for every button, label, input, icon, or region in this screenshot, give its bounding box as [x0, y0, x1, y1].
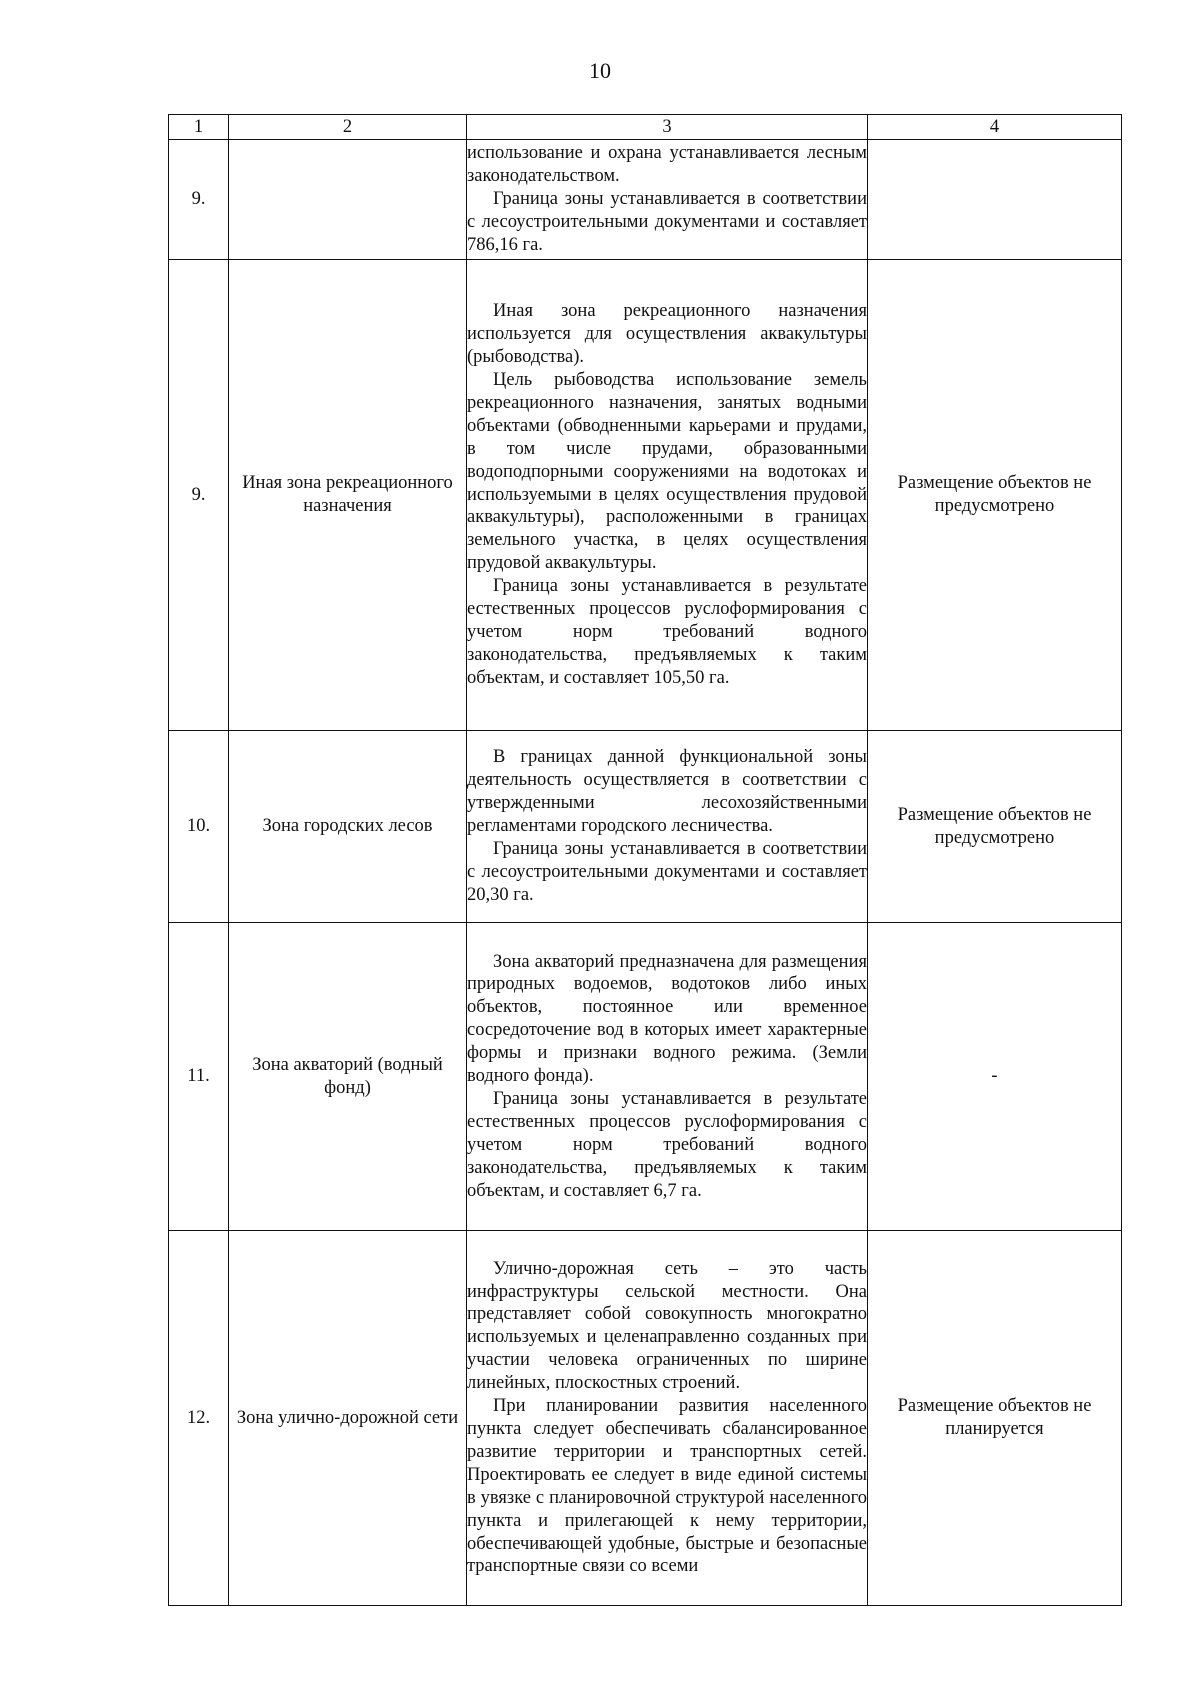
description-paragraph: При планировании развития населенного пункта следует обеспечивать сбалансированное развитие территории и транспортных сетей. Проектировать ее следует в виде единой системы в увязке с планировочной структурой населенного пункта и прилегающей к нему территории, обеспечивающей удобные, быстрые и безопасные транспортные связи со всеми — [467, 1396, 867, 1577]
description-paragraph: Улично-дорожная сеть – это часть инфраструктуры сельской местности. Она представляет собой совокупность многократно используемых и целенаправленно созданных при участии человека ограниченных по ширине линейных, плоскостных строений. — [467, 1258, 867, 1394]
zone-description — [467, 923, 868, 1231]
table-row — [169, 260, 1122, 731]
column-header-3: 3 — [467, 115, 868, 140]
row-number: 9. — [169, 260, 229, 731]
zone-name — [229, 140, 467, 260]
description-paragraph: Граница зоны устанавливается в результате естественных процессов руслоформирования с учетом норм требований водного законодательства, предъявляемых к таким объектам, и составляет 6,7 га. — [467, 1088, 867, 1201]
zone-name: Иная зона рекреационного назначения — [229, 260, 467, 731]
description-paragraph: В границах данной функциональной зоны деятельность осуществляется в соответствии с утвержденными лесохозяйственными регламентами городского лесничества. — [467, 747, 867, 837]
zone-description — [467, 731, 868, 923]
table-row — [169, 140, 1122, 260]
description-paragraph: Граница зоны устанавливается в соответствии с лесоустроительными документами и составляет 20,30 га. — [467, 838, 867, 905]
row-number: 9. — [169, 140, 229, 260]
table-row — [169, 731, 1122, 923]
column-header-1: 1 — [169, 115, 229, 140]
zone-description — [467, 1231, 868, 1606]
zone-description — [467, 140, 868, 260]
placement-note — [868, 140, 1122, 260]
placement-note: Размещение объектов не предусмотрено — [868, 731, 1122, 923]
description-paragraph: Зона акваторий предназначена для размещения природных водоемов, водотоков либо иных объектов, постоянное или временное сосредоточение вод в которых имеет характерные формы и признаки водного режима. (Земли водного фонда). — [467, 951, 867, 1087]
placement-note: - — [868, 923, 1122, 1231]
row-number: 10. — [169, 731, 229, 923]
description-paragraph: Граница зоны устанавливается в соответствии с лесоустроительными документами и составляет 786,16 га. — [467, 189, 867, 255]
zones-table — [168, 114, 1122, 1606]
zone-name: Зона акваторий (водный фонд) — [229, 923, 467, 1231]
page-number: 10 — [589, 58, 611, 83]
description-paragraph: Иная зона рекреационного назначения используется для осуществления аквакультуры (рыбоводства). — [467, 301, 867, 368]
column-header-2: 2 — [229, 115, 467, 140]
placement-note: Размещение объектов не планируется — [868, 1231, 1122, 1606]
description-paragraph: Цель рыбоводства использование земель рекреационного назначения, занятых водными объектами (обводненными карьерами и прудами, в том числе прудами, образованными водоподпорными сооружениями на водотоках и используемыми в целях осуществления прудовой аквакультуры), расположенными в границах земельного участка, в целях осуществления прудовой аквакультуры. — [467, 370, 867, 574]
description-paragraph: Граница зоны устанавливается в результате естественных процессов руслоформирования с учетом норм требований водного законодательства, предъявляемых к таким объектам, и составляет 105,50 га. — [467, 576, 867, 688]
table-header-row — [169, 115, 1122, 140]
row-number: 12. — [169, 1231, 229, 1606]
row-number: 11. — [169, 923, 229, 1231]
zone-name: Зона городских лесов — [229, 731, 467, 923]
column-header-4: 4 — [868, 115, 1122, 140]
table-row — [169, 1231, 1122, 1606]
description-paragraph: использование и охрана устанавливается лесным законодательством. — [467, 143, 867, 187]
zone-description — [467, 260, 868, 731]
placement-note: Размещение объектов не предусмотрено — [868, 260, 1122, 731]
table-row — [169, 923, 1122, 1231]
zone-name: Зона улично-дорожной сети — [229, 1231, 467, 1606]
